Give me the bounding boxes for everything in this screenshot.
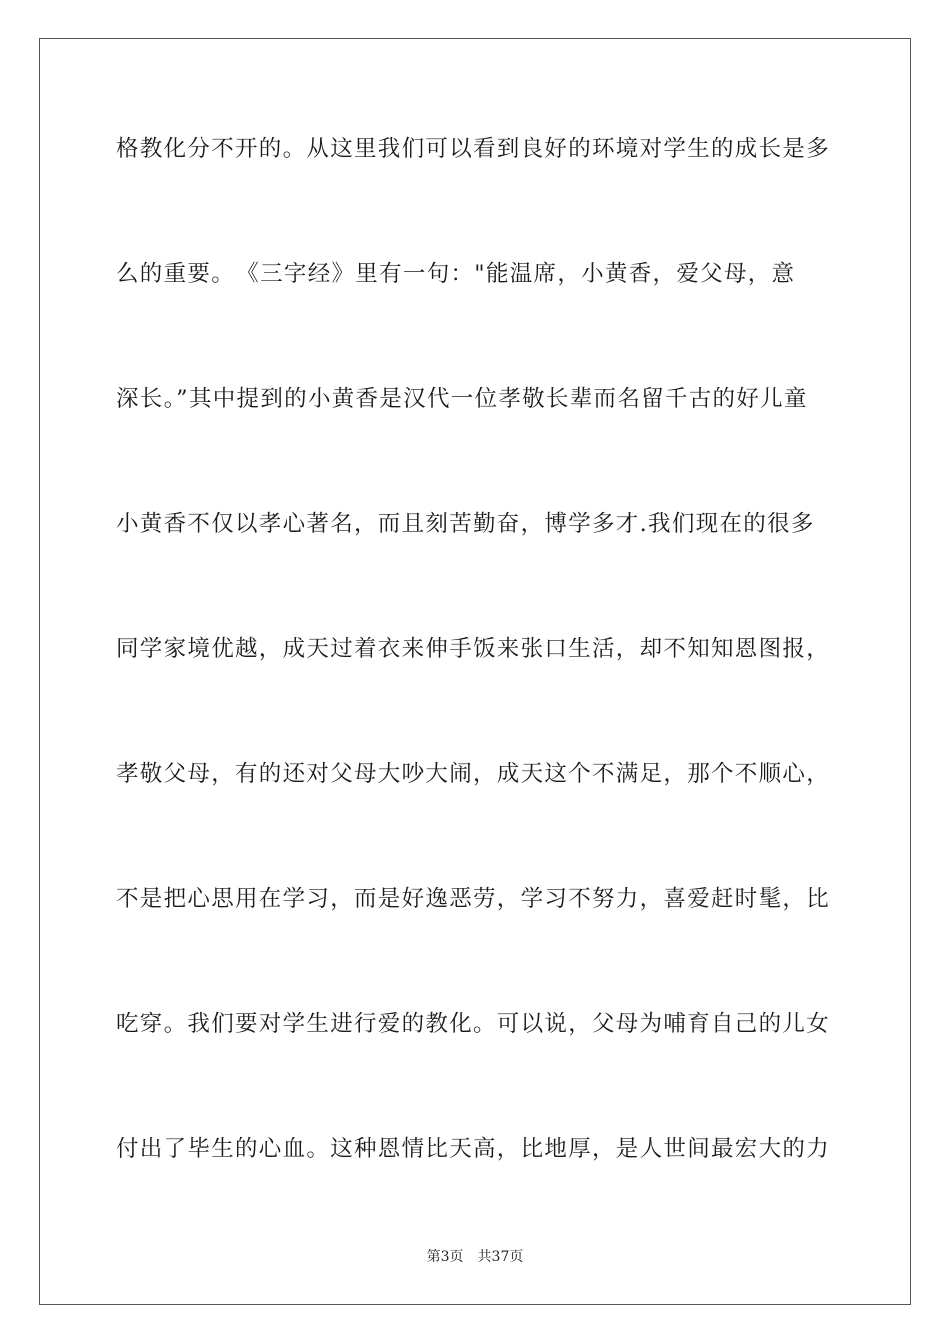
body-line-7: 不是把心思用在学习，而是好逸恶劳，学习不努力，喜爱赶时髦，比: [116, 886, 831, 912]
body-line-1: 格教化分不开的。从这里我们可以看到良好的环境对学生的成长是多: [116, 136, 831, 162]
page-frame: [39, 38, 911, 1305]
body-line-8: 吃穿。我们要对学生进行爱的教化。可以说，父母为哺育自己的儿女: [116, 1011, 831, 1037]
body-line-9: 付出了毕生的心血。这种恩情比天高，比地厚，是人世间最宏大的力: [116, 1136, 831, 1162]
body-line-5: 同学家境优越，成天过着衣来伸手饭来张口生活，却不知知恩图报，: [116, 636, 831, 662]
page-total: 共37页: [477, 1249, 524, 1265]
page-number: 第3页: [426, 1249, 464, 1265]
body-line-4: 小黄香不仅以孝心著名，而且刻苦勤奋，博学多才.我们现在的很多: [116, 511, 815, 537]
body-line-2: 么的重要。 《三字经》里有一句："能温席，小黄香，爱父母，意: [116, 261, 796, 287]
body-line-6: 孝敬父母，有的还对父母大吵大闹，成天这个不满足，那个不顺心，: [116, 761, 831, 787]
body-line-3: 深长。”其中提到的小黄香是汉代一位孝敬长辈而名留千古的好儿童: [116, 386, 808, 412]
page-footer: [0, 1247, 950, 1267]
